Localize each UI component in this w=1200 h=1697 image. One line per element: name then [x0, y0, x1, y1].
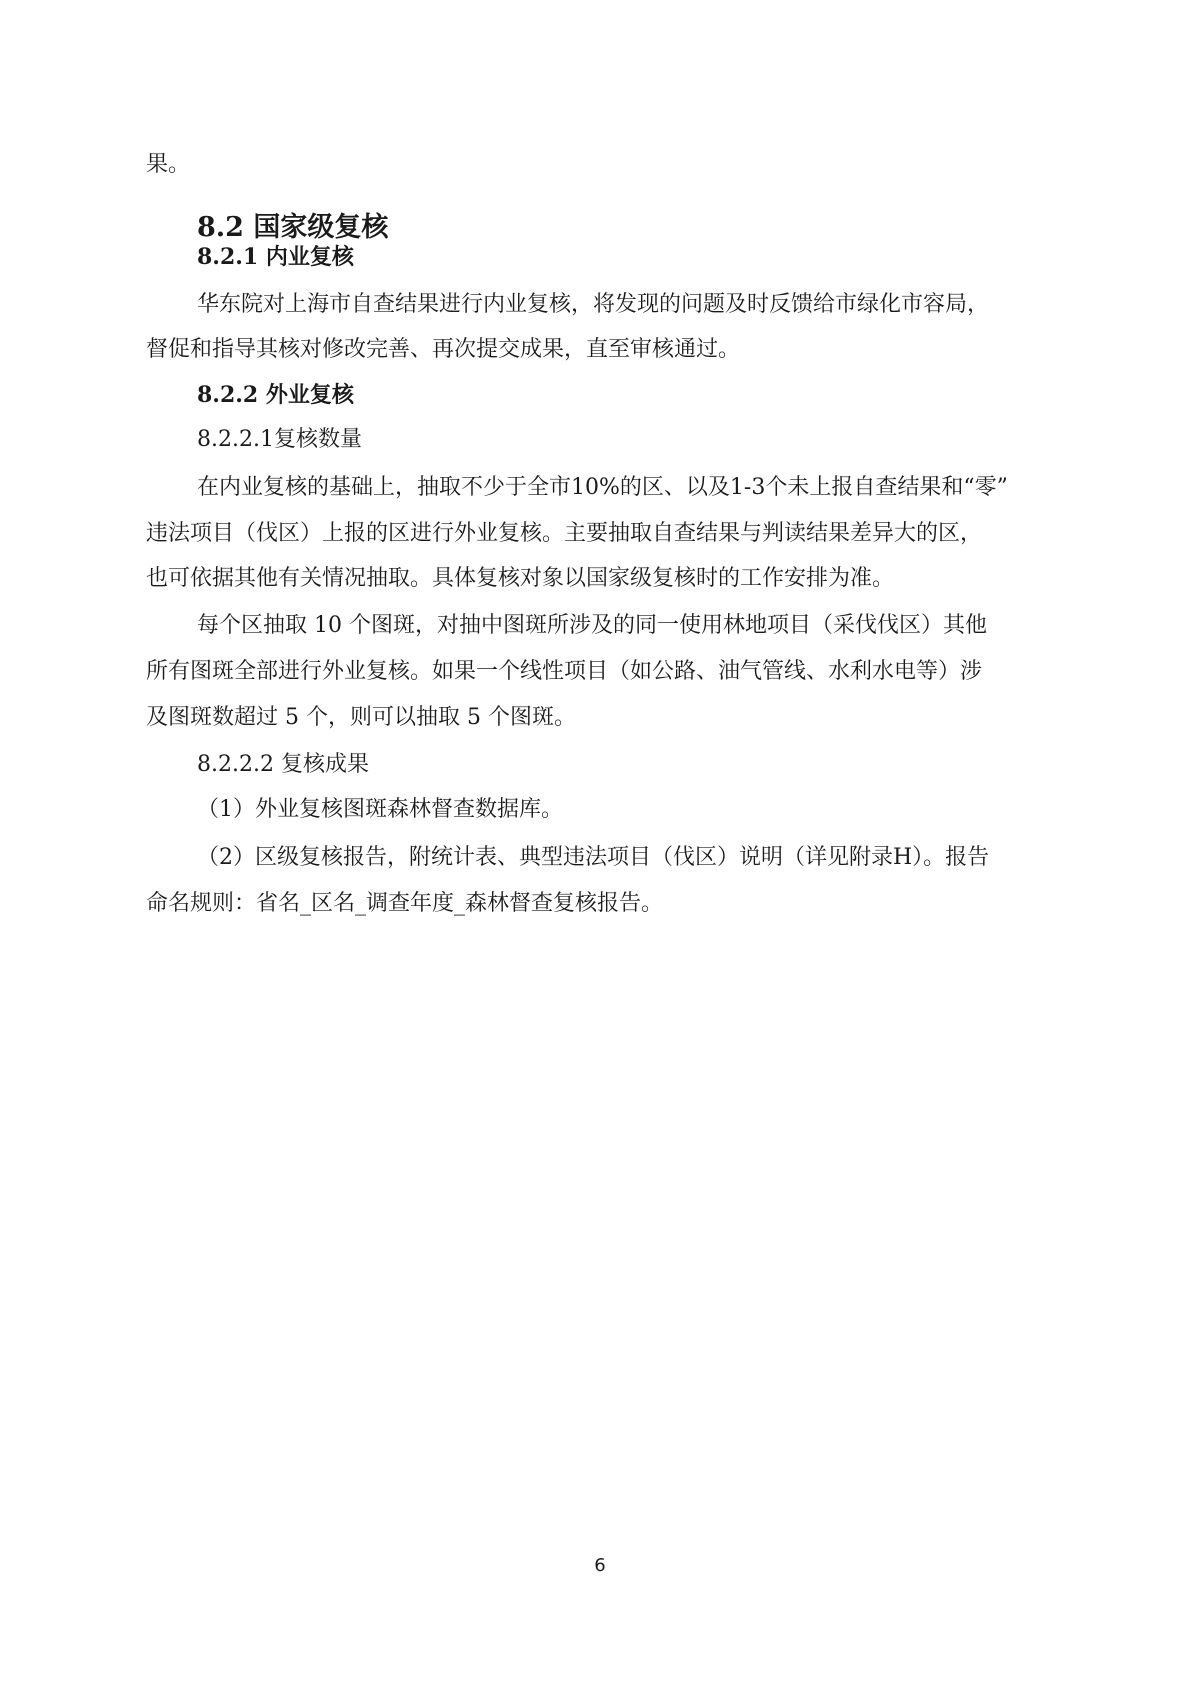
paragraph-internal-review-line-1: 华东院对上海市自查结果进行内业复核，将发现的问题及时反馈给市绿化市容局， — [197, 292, 990, 317]
paragraph-sampling-line-3: 及图斑数超过 5 个，则可以抽取 5 个图斑。 — [146, 705, 576, 730]
list-item-2-line-2: 命名规则：省名_区名_调查年度_森林督查复核报告。 — [146, 891, 664, 916]
subsubsection-heading-8-2-2-2: 8.2.2.2 复核成果 — [197, 752, 369, 777]
paragraph-review-quantity-line-1: 在内业复核的基础上，抽取不少于全市10%的区、以及1-3个未上报自查结果和“零” — [197, 475, 1008, 500]
paragraph-sampling-line-1: 每个区抽取 10 个图斑，对抽中图斑所涉及的同一使用林地项目（采伐伐区）其他 — [197, 613, 987, 638]
paragraph-review-quantity-line-2: 违法项目（伐区）上报的区进行外业复核。主要抽取自查结果与判读结果差异大的区， — [146, 521, 983, 546]
section-heading-8-2: 8.2 国家级复核 — [197, 212, 389, 243]
list-item-1: （1）外业复核图斑森林督查数据库。 — [197, 797, 563, 822]
page-number: 6 — [594, 1555, 606, 1576]
paragraph-internal-review-line-2: 督促和指导其核对修改完善、再次提交成果，直至审核通过。 — [146, 337, 741, 362]
paragraph-sampling-line-2: 所有图斑全部进行外业复核。如果一个线性项目（如公路、油气管线、水利水电等）涉 — [146, 659, 983, 684]
subsection-heading-8-2-1: 8.2.1 内业复核 — [197, 244, 354, 270]
list-item-2-line-1: （2）区级复核报告，附统计表、典型违法项目（伐区）说明（详见附录H）。报告 — [197, 845, 990, 870]
subsubsection-heading-8-2-2-1: 8.2.2.1复核数量 — [197, 427, 362, 452]
paragraph-review-quantity-line-3: 也可依据其他有关情况抽取。具体复核对象以国家级复核时的工作安排为准。 — [146, 566, 895, 591]
subsection-heading-8-2-2: 8.2.2 外业复核 — [197, 382, 354, 408]
paragraph-continuation: 果。 — [146, 152, 191, 177]
